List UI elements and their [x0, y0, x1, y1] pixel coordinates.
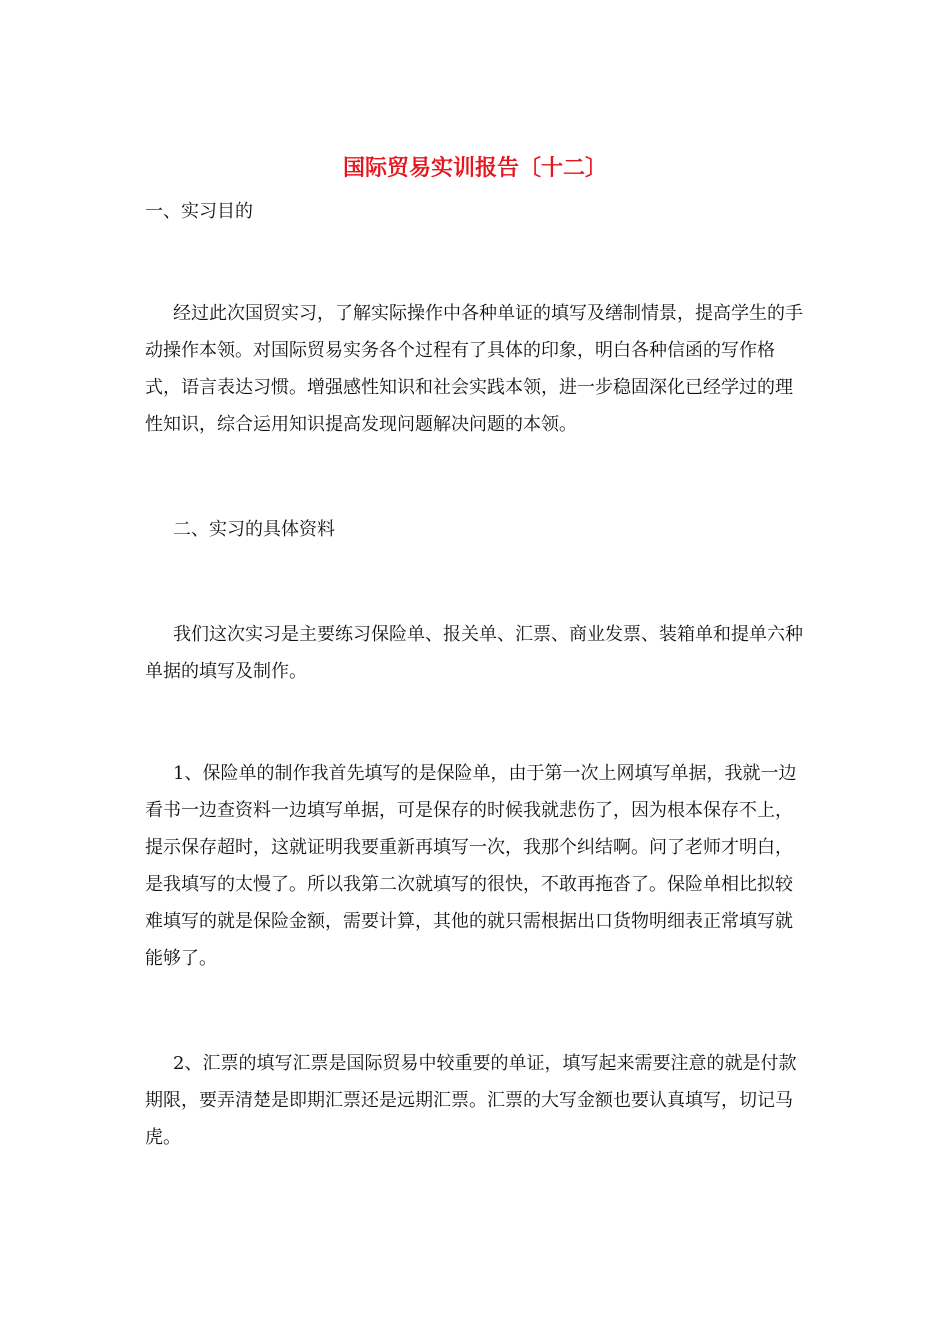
paragraph-content: 我们这次实习是主要练习保险单、报关单、汇票、商业发票、装箱单和提单六种单据的填写及制作。 [145, 624, 803, 682]
paragraph-insurance-policy: 1、保险单的制作我首先填写的是保险单，由于第一次上网填写单据，我就一边看书一边查资料一边填写单据，可是保存的时候我就悲伤了，因为根本保存不上，提示保存超时，这就证明我要重新再填写一次，我那个纠结啊。问了老师才明白，是我填写的太慢了。所以我第二次就填写的很快，不敢再拖沓了。保险单相比拟较难填写的就是保险金额，需要计算，其他的就只需根据出口货物明细表正常填写就能够了。 [145, 763, 797, 969]
document-title: 国际贸易实训报告〔十二〕 [342, 155, 607, 181]
section-heading-purpose: 一、实习目的 [145, 201, 253, 222]
section-heading-content: 二、实习的具体资料 [173, 519, 335, 540]
paragraph-purpose: 经过此次国贸实习，了解实际操作中各种单证的填写及缮制情景，提高学生的手动操作本领。对国际贸易实务各个过程有了具体的印象，明白各种信函的写作格式，语言表达习惯。增强感性知识和社会实践本领，进一步稳固深化已经学过的理性知识，综合运用知识提高发现问题解决问题的本领。 [145, 303, 803, 435]
paragraph-bill-of-exchange: 2、汇票的填写汇票是国际贸易中较重要的单证，填写起来需要注意的就是付款期限，要弄清楚是即期汇票还是远期汇票。汇票的大写金额也要认真填写，切记马虎。 [145, 1053, 797, 1148]
